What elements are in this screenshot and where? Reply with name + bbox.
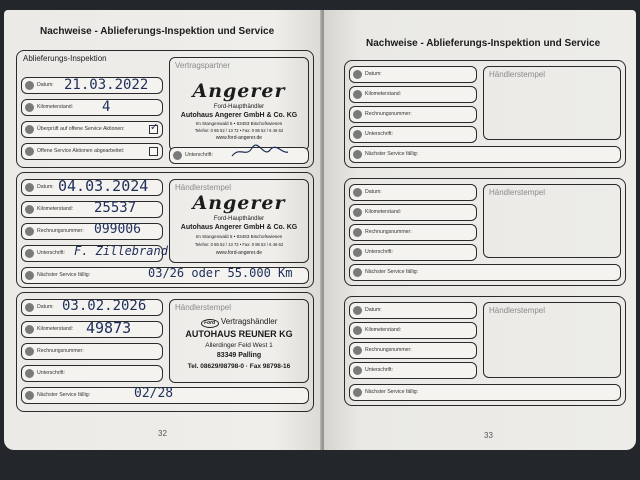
page-number: 33 — [484, 431, 493, 440]
row-label: Nächster Service fällig: — [365, 389, 419, 395]
row-label: Unterschrift: — [37, 370, 65, 376]
row-label: Kilometerstand: — [37, 206, 74, 212]
mileage-row[interactable] — [21, 99, 163, 116]
ford-logo-icon: Ford — [201, 319, 219, 328]
next-service-row[interactable] — [21, 387, 309, 404]
invoice-number-row[interactable] — [349, 224, 477, 241]
date-row[interactable] — [349, 184, 477, 201]
service-booklet — [4, 10, 636, 450]
stamp-line: AUTOHAUS REUNER KG — [185, 329, 293, 339]
handwritten-value: 49873 — [86, 319, 132, 337]
invoice-number-row[interactable] — [21, 343, 163, 360]
empty-service-card-2 — [344, 178, 626, 286]
handwritten-value: 03/26 oder 55.000 Km — [148, 266, 293, 280]
stamp-label: Händlerstempel — [175, 183, 232, 192]
row-label: Unterschrift: — [365, 131, 393, 137]
stamp-line: Im Stangenwald 5 • 83483 Bischofswiesen — [195, 234, 283, 239]
row-label: Unterschrift: — [185, 152, 213, 158]
handwritten-value: 21.03.2022 — [64, 77, 149, 93]
row-label: Kilometerstand: — [37, 326, 74, 332]
row-label: Kilometerstand: — [365, 327, 402, 333]
row-label: Rechnungsnummer: — [37, 228, 84, 234]
row-label: Datum: — [37, 184, 54, 190]
row-label: Überprüft auf offene Service Aktionen: — [37, 126, 125, 132]
date-row[interactable] — [349, 66, 477, 83]
row-label: Nächster Service fällig: — [37, 392, 91, 398]
bullet-icon — [25, 325, 34, 334]
row-label: Datum: — [37, 304, 54, 310]
stamp-label: Händlerstempel — [489, 70, 546, 79]
stamp-label: Händlerstempel — [175, 303, 232, 312]
service-entry-card-2 — [16, 292, 314, 412]
angerer-logo: Angerer — [192, 80, 286, 102]
open-actions-done-row[interactable] — [21, 143, 163, 160]
stamp-line: Autohaus Angerer GmbH & Co. KG — [180, 112, 298, 119]
handwritten-value: 04.03.2024 — [58, 177, 149, 195]
empty-service-card-3 — [344, 296, 626, 406]
empty-service-card-1 — [344, 60, 626, 168]
signature-row[interactable] — [349, 244, 477, 261]
bullet-icon — [353, 268, 362, 277]
bullet-icon — [25, 391, 34, 400]
bullet-icon — [353, 130, 362, 139]
stamp-label: Händlerstempel — [489, 188, 546, 197]
row-label: Kilometerstand: — [365, 91, 402, 97]
next-service-row[interactable] — [349, 384, 621, 401]
date-row[interactable] — [21, 77, 163, 94]
bullet-icon — [25, 103, 34, 112]
signature-row[interactable] — [21, 244, 168, 262]
stamp-line: www.ford-angerer.de — [215, 135, 263, 141]
bullet-icon — [25, 347, 34, 356]
handwritten-value: 099006 — [94, 222, 141, 237]
signature-row[interactable] — [21, 365, 163, 382]
bullet-icon — [25, 271, 34, 280]
bullet-icon — [25, 205, 34, 214]
bullet-icon — [353, 188, 362, 197]
checkmark-icon: ✓ — [150, 122, 159, 133]
stamp-line: Telefon: 0 86 52 / 13 72 • Fax: 0 86 52 / 6 46 62 — [194, 242, 284, 247]
bullet-icon — [353, 248, 362, 257]
bullet-icon — [25, 227, 34, 236]
stamp-label: Händlerstempel — [489, 306, 546, 315]
signature-row[interactable] — [349, 126, 477, 143]
row-label: Unterschrift: — [365, 249, 393, 255]
mileage-row[interactable] — [349, 86, 477, 103]
bullet-icon — [25, 369, 34, 378]
stamp-line: Telefon: 0 86 52 / 13 72 • Fax: 0 86 52 / 6 46 62 — [194, 128, 284, 133]
angerer-logo: Angerer — [192, 192, 286, 214]
bullet-icon — [353, 346, 362, 355]
signature-scribble — [230, 144, 290, 160]
row-label: Rechnungsnummer: — [365, 111, 412, 117]
page-title: Nachweise - Ablieferungs-Inspektion und Service — [40, 26, 275, 37]
left-page — [4, 10, 322, 450]
date-row[interactable] — [21, 299, 163, 316]
row-label: Datum: — [37, 82, 54, 88]
stamp-line: Allerdinger Feld West 1 — [205, 342, 273, 349]
bullet-icon — [353, 326, 362, 335]
row-label: Nächster Service fällig: — [37, 272, 91, 278]
bullet-icon — [353, 366, 362, 375]
bullet-icon — [353, 70, 362, 79]
invoice-number-row[interactable] — [21, 223, 163, 240]
bullet-icon — [353, 208, 362, 217]
row-label: Datum: — [365, 189, 382, 195]
handwritten-value: 25537 — [94, 200, 137, 216]
invoice-number-row[interactable] — [349, 106, 477, 123]
signature-row[interactable] — [169, 147, 309, 164]
checkbox[interactable] — [149, 147, 158, 156]
invoice-number-row[interactable] — [349, 342, 477, 359]
dealer-stamp-area — [169, 179, 309, 263]
row-label: Nächster Service fällig: — [365, 151, 419, 157]
dealer-stamp-area — [169, 57, 309, 151]
bullet-icon — [25, 249, 34, 258]
mileage-row[interactable] — [21, 321, 163, 338]
stamp-line — [170, 317, 308, 328]
right-page — [324, 10, 636, 450]
handwritten-value: 4 — [102, 99, 111, 115]
row-label: Nächster Service fällig: — [365, 269, 419, 275]
row-label: Offene Service Aktionen abgearbeitet: — [37, 148, 125, 154]
open-actions-checked-row[interactable] — [21, 121, 163, 138]
signature-row[interactable] — [349, 362, 477, 379]
dealer-stamp-area — [483, 66, 621, 140]
bullet-icon — [25, 81, 34, 90]
row-label: Rechnungsnummer: — [37, 348, 84, 354]
stamp-line: Vertragshändler — [220, 317, 278, 326]
row-label: Kilometerstand: — [37, 104, 74, 110]
row-label: Kilometerstand: — [365, 209, 402, 215]
bullet-icon — [353, 150, 362, 159]
stamp-line: Autohaus Angerer GmbH & Co. KG — [180, 224, 298, 231]
bullet-icon — [25, 303, 34, 312]
bullet-icon — [353, 306, 362, 315]
dealer-stamp-area — [483, 302, 621, 378]
delivery-inspection-card — [16, 50, 314, 168]
bullet-icon — [25, 147, 34, 156]
row-label: Rechnungsnummer: — [365, 347, 412, 353]
bullet-icon — [353, 110, 362, 119]
stamp-line: Ford-Haupthändler — [213, 216, 265, 222]
mileage-row[interactable] — [21, 201, 163, 218]
row-label: Rechnungsnummer: — [365, 229, 412, 235]
row-label: Unterschrift: — [37, 250, 65, 256]
next-service-row[interactable] — [349, 264, 621, 281]
dealer-stamp-area — [483, 184, 621, 258]
handwritten-value: 02/28 — [134, 386, 174, 401]
next-service-row[interactable] — [21, 267, 309, 284]
row-label: Datum: — [365, 307, 382, 313]
row-label: Unterschrift: — [365, 367, 393, 373]
mileage-row[interactable] — [349, 204, 477, 221]
card-heading: Ablieferungs-Inspektion — [23, 54, 107, 63]
handwritten-value: 03.02.2026 — [62, 298, 147, 314]
row-label: Datum: — [365, 71, 382, 77]
stamp-line: Im Stangenwald 5 • 83483 Bischofswiesen — [195, 121, 283, 126]
service-entry-card-1 — [16, 172, 314, 288]
stamp-line: www.ford-angerer.de — [215, 250, 263, 256]
bullet-icon — [353, 90, 362, 99]
checkbox[interactable] — [149, 122, 159, 134]
date-row[interactable] — [349, 302, 477, 319]
page-number: 32 — [158, 429, 167, 438]
bullet-icon — [173, 151, 182, 160]
bullet-icon — [353, 388, 362, 397]
date-row[interactable] — [21, 179, 163, 196]
stamp-label: Vertragspartner — [175, 61, 231, 70]
stamp-line: 83349 Palling — [216, 352, 262, 359]
handwritten-value: F. Zillebrand — [74, 244, 168, 258]
next-service-row[interactable] — [349, 146, 621, 163]
bullet-icon — [25, 183, 34, 192]
dealer-stamp-area — [169, 299, 309, 383]
mileage-row[interactable] — [349, 322, 477, 339]
stamp-line: Tel. 08629/98798-0 · Fax 98798-16 — [187, 363, 291, 370]
page-title: Nachweise - Ablieferungs-Inspektion und Service — [366, 38, 601, 49]
bullet-icon — [353, 228, 362, 237]
bullet-icon — [25, 125, 34, 134]
stamp-line: Ford-Haupthändler — [213, 104, 265, 110]
